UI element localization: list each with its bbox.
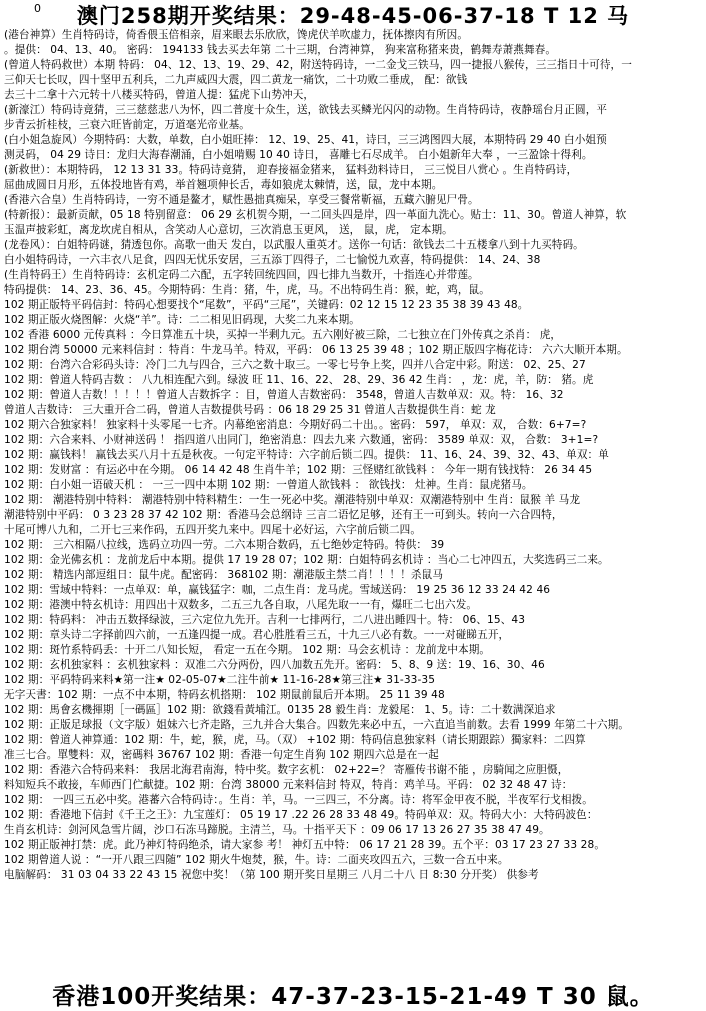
text-line: 电脑解码： 31 03 04 33 22 43 15 祝您中奖！（第 100 期开奖日星期三 八月二十八 日 8:30 分开奖） 供参考 [4, 869, 539, 881]
text-line: 三仰天七长叹，四十坚甲五利兵，二九声威四大震，四二黄龙一痛饮，二十功败二垂成， 配：欲钱 [4, 74, 468, 86]
text-line: 102 期台湾 50000 元来料信封 ：特肖：牛龙马羊。特双，平码： 06 13 25 39 48 ；102 期正版四字梅花诗： 六六大顺开本期。 [4, 344, 628, 356]
text-line: 。提供： 04、13、40。 密码： 194133 钱去买去年第 二十三期，台湾神算， 狗来富称猪来贵，鹤舞寿萧燕舞春。 [4, 44, 557, 56]
text-line: 102 期：曾道人吉数！！！！！曾道人吉数拆字 ：目，曾道人吉数密码： 3548，曾道人吉数单双：双。特： 16、32 [4, 389, 564, 401]
text-line: 白小姐特码诗，一六丰衣八足食，四四无忧乐安居，三五添丁四得子，二七愉悦九欢喜，特码提供： 14、24、38 [4, 254, 541, 266]
text-line: 102 期：雪域中特料：一点单双：单，赢钱猛字：咖，二点生肖：龙马虎。雪域送码： 19 25 36 12 33 24 42 46 [4, 584, 551, 596]
text-line: 102 期曾道人说 ：“一开八跟三四随” 102 期火牛炮焚，猴，牛。诗：二面夹攻四五六，三数一合五中来。 [4, 854, 509, 866]
text-line: 102 期： 三六相隔八拉线，选码立功四一劳。二六本期合数码，五七绝妙定特码。特供： 39 [4, 539, 445, 551]
text-line: 曾道人吉数诗： 三大重开合二码，曾道人吉数提供号码 ：06 18 29 25 31 曾道人吉数提供生肖：蛇 龙 [4, 404, 496, 416]
text-line: 102 期：章头诗二字择前四六前，一五逢四提一成。君心胜胜看三五，十九三八必有数。一一对碰睇五开， [4, 629, 510, 641]
text-line: 准三七合。單雙料：双，密碼料 36767 102 期：香港一句定生肖狗 102 期四六总是在一起 [4, 749, 439, 761]
text-line: 无字天書：102 期：一点不中本期，特码玄机搭期： 102 期鼠前鼠后开本期。 25 11 39 48 [4, 689, 445, 701]
text-line: 102 期六合独家料！ 独家料十头零尾一七齐。内幕绝密消息：今期好码二十出。。密码： 597， 单双：双， 合数：6+7=? [4, 419, 587, 431]
text-line: 102 期：白小姐一语破天机 ： 一三一四中本期 102 期：一曾道人欲钱料 ： 欲钱找： 灶神。生肖：鼠虎猪马。 [4, 479, 533, 491]
text-line: 十尾可博八九和，二开七三来作码，五四开奖九来中。四尾十必好运，六字前后锁二四。 [4, 524, 422, 536]
text-line: 102 期：平码特码来料★第一注★ 02-05-07★二注牛前★ 11-16-28★第三注★ 31-33-35 [4, 674, 436, 686]
text-line: 102 期：港澳中特玄机诗：用四出十双数多，二五三九各自取，八尾先取一一有，爆旺二七出六发。 [4, 599, 478, 611]
text-line: 102 期：玄机独家料 ：玄机独家料 ：双准二六分两份，四八加数五先开。密码： 5、8、9 送：19、16、30、46 [4, 659, 545, 671]
text-line: 102 期：金光佛玄机 ：龙前龙后中本期。提供 17 19 28 07；102 期：白姐特码玄机诗 ：当心二七冲四五，大奖选码三二来。 [4, 554, 609, 566]
text-line: 102 期：发财富 ：有运必中在今期。 06 14 42 48 生肖牛羊；102 期：三怪赌红欲钱料 ： 今年一期有钱找特： 26 34 45 [4, 464, 593, 476]
text-line: 测灵码， 04 29 诗日：龙归大海春潮涌，白小姐啃赐 10 40 诗日， 喜雕七石尽成羊。 白小姐新年大奉 ，一三盈馀十得利。 [4, 149, 593, 161]
text-line: 102 期：曾道人特码吉数 ： 八九相连配六到。绿波 旺 11、16、22、 28、29、36 42 生肖： ，龙：虎，羊，防： 猪。虎 [4, 374, 594, 386]
text-line: 屈曲成圆日月形，五体投地皆有鸡，举首翘项伸长舌，毒如狼虎太棘情，送，鼠，龙中本期。 [4, 179, 443, 191]
text-line: 步青云折桂枝，三衰六旺皆前定，万道毫光帝业基。 [4, 119, 250, 131]
text-line: (香港六合皇）生肖特码诗，一穷不通是鳌才，赋性愚拙真痴呆，享受三餐常靳福，五藏六腑见尸骨。 [4, 194, 479, 206]
text-line: 生肖玄机诗：剑河风急雪片阔，沙口石冻马蹄脱。主清兰，马。十指平天下 ：09 06 17 13 26 27 35 38 47 49。 [4, 824, 550, 836]
text-line: 102 期：香港六合特码来料： 我居北海君南海，特中奖。数字玄机： 02+22=？ 寄雁传书谢不能 ，房騎闻之应胆慑， [4, 764, 569, 776]
text-line: 料知短兵不敢接，车师西门伫献捷。102 期：台湾 38000 元来料信封 特双，特肖：鸡羊马。平码： 02 32 48 47 诗： [4, 779, 573, 791]
text-line: 102 期：赢钱料！ 赢钱去买八月十五是秋夜。一句定平特诗：六字前后锁二四。提供： 11、16、24、39、32、43、单双：单 [4, 449, 609, 461]
text-line: 102 期： 潮港特别中特料： 潮港特别中特料精生：一生一死必中奖。潮港特别中单双：双潮港特别中 生肖：鼠猴 羊 马龙 [4, 494, 581, 506]
text-line: 102 香港 6000 元传真料 ：今日算准五十块，买掉一半剩九元。五六刚好被三除，二七独立在门外传真之杀肖： 虎， [4, 329, 562, 341]
text-line: 102 期： 精选内部逗组日：鼠牛虎。配密码： 368102 期：潮港版主禁二肖！！！！杀鼠马 [4, 569, 444, 581]
text-line: 去三十二拿十六元转十八楼买特码，曾道人提：猛虎下山势冲天， [4, 89, 315, 101]
text-line: (生肖特码王）生肖特码诗：玄机定码二六配，五字转回统四回，四七排九当数开，十指连心并带莲。 [4, 269, 479, 281]
text-line: 102 期：台湾六合彩码头诗：冷门二九与四合，三六之数十取三。一零七号争上奖，四并八合定中彩。附送： 02、25、27 [4, 359, 586, 371]
hongkong-result-footer: 香港100开奖结果：47-37-23-15-21-49 T 30 鼠。 [52, 984, 654, 1010]
text-line: 102 期：正版足球报（文字版）姐妹六七齐走路，三九并合大集合。四数先来必中五，一六直追当前数。去看 1999 年第二十六期。 [4, 719, 630, 731]
text-line: 玉温声披彩虹，离龙坎虎自相从，含笑动人心意切，三次消息玉更风， 送， 鼠，虎， 定本期。 [4, 224, 453, 236]
text-line: 102 期正版火烧图解：火烧“羊”。诗：二二相见旧码现，大奖二九来本期。 [4, 314, 360, 326]
macau-result-header: 澳门258期开奖结果：29-48-45-06-37-18 T 12 马 [76, 4, 630, 28]
text-line: (曾道人特码救世）本期 特码： 04、12、13、19、29、42，附送特码诗，一二金戈三铁马，四一捷报八猴传，三三指日十可待，一 [4, 59, 632, 71]
text-line: 102 期：香港地下信封《千王之王》：九宝莲灯： 05 19 17 .22 26 28 33 48 49。特码单双：双。特码大小：大特码波色： [4, 809, 598, 821]
text-line: 102 期：六合来料、小财神送码 ！ 指四道八出同门，绝密消息：四去九来 六数通，密码： 3589 单双：双， 合数： 3+1=? [4, 434, 599, 446]
text-line: 102 期：馬會玄機揮期［一碼區］102 期：欲錢看黃埔江。0135 28 毅生肖：龙毅尾： 1、5。诗：二十数满深追求 [4, 704, 556, 716]
text-line: 潮港特别中平码： 0 3 23 28 37 42 102 期：香港马会总纲诗 三言二语忆足够，还有王一可到头。转向一六合四特， [4, 509, 563, 521]
text-line: (新濠江）特码诗竟猜，三三慈慈悲八为怀，四二普度十众生，送，欲钱去买鳞光闪闪的动物。生肖特码诗，夜静瑶台月正圆，平 [4, 104, 608, 116]
page-number: 0 [34, 2, 41, 15]
prediction-text-body [4, 28, 702, 973]
text-line: 102 期：曾道人神算通：102 期：牛，蛇，猴，虎，马。（双） +102 期：特码信息独家料（请长期跟踪）獨家料：二四算 [4, 734, 586, 746]
text-line: 102 期：特码料： 冲击五数择绿波，三六定位九先开。吉利一七排两行，二八进出睡四十。特： 06、15、43 [4, 614, 526, 626]
text-line: (港台神算）生肖特码诗，倚香偎玉倍相亲，眉来眼去乐欣欣，馋虎伏羊吹虚力，抚体擦肉有所因。 [4, 29, 469, 41]
text-line: (新救世）：本期特码， 12 13 31 33。特码诗竟猜， 迎春接福金猪来， 猛料劲料诗日， 三三悦目八赏心 。生肖特码诗， [4, 164, 578, 176]
text-line: (特新报）：最新贡献，05 18 特别留意： 06 29 玄机贺今期，一二回头四是岸，四一革面九洗心。贴士：11、30。曾道人神算，软 [4, 209, 627, 221]
text-line: (龙卷风）：白姐特码谜，猜透包你。高歌一曲天 发白，以武服人重英才。送你一句话：欲钱去二十五楼拿八到十九买特码。 [4, 239, 584, 251]
text-line: 特码提供： 14、23、36、45。今期特码：生肖：猪，牛，虎，马。不出特码生肖：猴，蛇，鸡，鼠。 [4, 284, 490, 296]
text-line: 102 期正版特平码信封：特码心想要找个“尾数”，平码“三尾”，关键码：02 12 15 12 23 35 38 39 43 48。 [4, 299, 529, 311]
text-line: 102 期正版神打禁：虎。此乃神灯特码绝杀，请大家参 考！ 神灯五中特： 06 17 21 28 39。五个平：03 17 23 27 33 28。 [4, 839, 606, 851]
text-line: 102 期： 一四三五必中奖。港蕃六合特码诗：。生肖：羊，马。一三四三，不分离。诗：将军金甲夜不脱，半夜军行戈相拨。 [4, 794, 593, 806]
text-line: (白小姐急旋风）今期特码：大数，单数，白小姐旺捧： 12、19、25、41，诗曰，三三鸿图四大展，本期特码 29 40 白小姐预 [4, 134, 607, 146]
text-line: 102 期：斑竹系特码丢：十开二八知长短， 看定一五在今期。 102 期：马会玄机诗 ：龙前龙中本期。 [4, 644, 491, 656]
